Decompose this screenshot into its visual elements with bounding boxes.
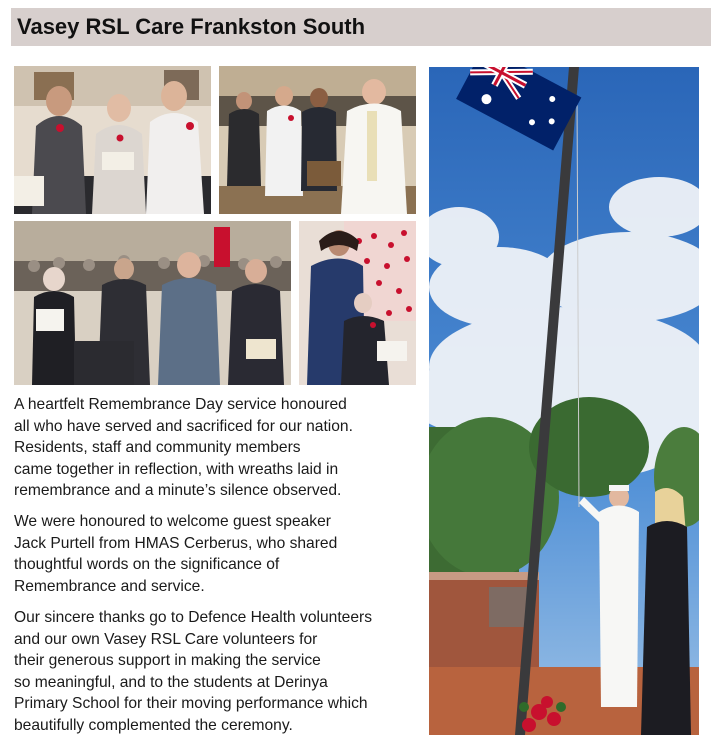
photo-resident-and-carer	[299, 221, 416, 385]
people-photo-icon	[299, 221, 416, 385]
article-paragraph-2	[14, 511, 414, 597]
header-bar	[11, 8, 711, 46]
text-line: Residents, staff and community members	[14, 439, 301, 457]
text-line: Primary School for their moving performance which	[14, 695, 368, 713]
text-line: Remembrance and service.	[14, 577, 205, 595]
text-line: beautifully complemented the ceremony.	[14, 716, 293, 734]
text-line: and our own Vasey RSL Care volunteers for	[14, 630, 318, 648]
page-title: Vasey RSL Care Frankston South	[17, 14, 366, 39]
text-line: came together in reflection, with wreaths laid in	[14, 460, 339, 478]
text-line: all who have served and sacrificed for our nation.	[14, 417, 353, 435]
photo-residents-seated	[14, 66, 211, 214]
text-line: remembrance and a minute’s silence observed.	[14, 482, 342, 500]
text-line: Jack Purtell from HMAS Cerberus, who shared	[14, 534, 338, 552]
photo-flag-raising	[429, 67, 699, 735]
people-photo-icon	[14, 221, 291, 385]
text-line: Our sincere thanks go to Defence Health volunteers	[14, 609, 372, 626]
photo-chaplain-and-guests	[219, 66, 416, 214]
flag-photo-icon	[429, 67, 699, 735]
text-line: their generous support in making the service	[14, 652, 321, 670]
text-line: A heartfelt Remembrance Day service honoured	[14, 396, 347, 413]
people-photo-icon	[14, 66, 211, 214]
photo-audience-with-order-of-service	[14, 221, 291, 385]
people-photo-icon	[219, 66, 416, 214]
text-line: thoughtful words on the significance of	[14, 556, 280, 574]
text-line: We were honoured to welcome guest speaker	[14, 513, 331, 530]
text-line: so meaningful, and to the students at Derinya	[14, 673, 328, 691]
article-paragraph-3	[14, 607, 414, 737]
article-paragraph-1	[14, 394, 414, 502]
